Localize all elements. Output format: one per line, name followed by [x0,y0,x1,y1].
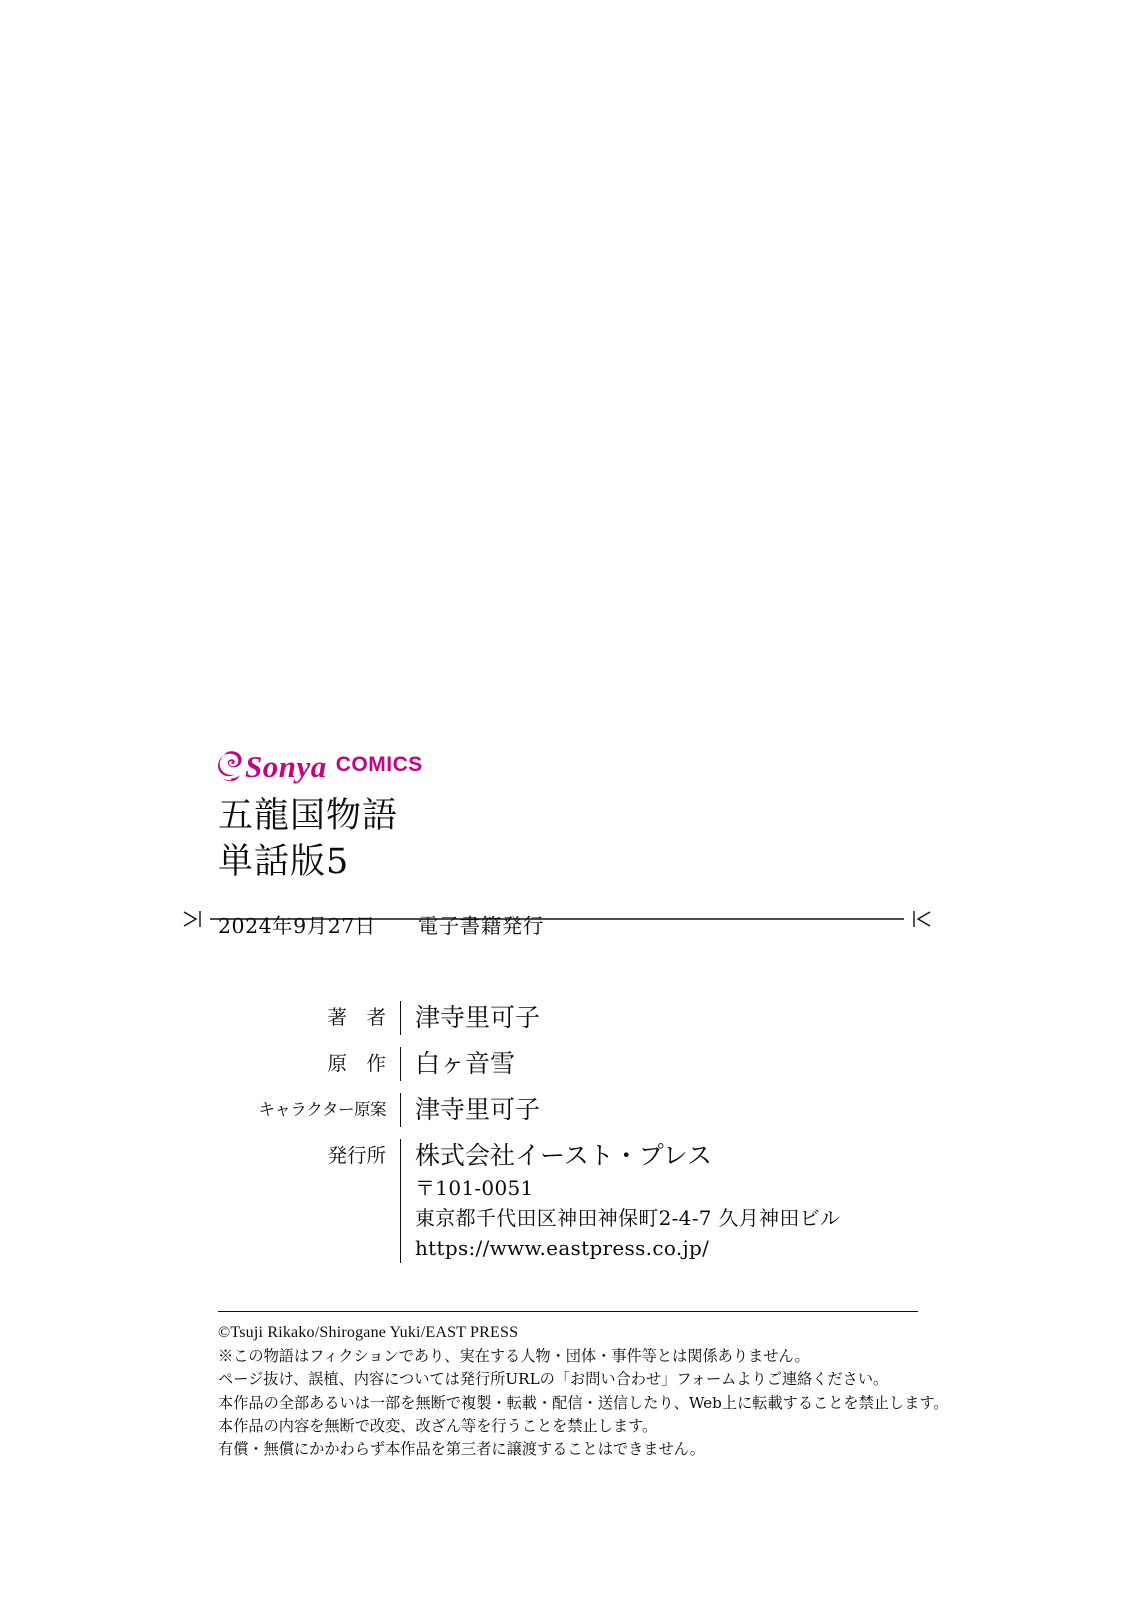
credits-table [218,1001,938,1263]
credit-row-publisher [218,1139,938,1263]
imprint-logo [218,742,938,782]
credit-value-main: 白ヶ音雪 [415,1049,516,1078]
legal-line: 本作品の全部あるいは一部を無断で複製・転載・配信・送信したり、Web上に転載することを禁止します。 [218,1393,949,1412]
credit-row [218,1001,938,1035]
legal-notice [218,1321,958,1461]
credit-value [415,1047,515,1081]
imprint-comics-label: COMICS [335,753,423,776]
legal-divider [218,1311,918,1312]
credit-row [218,1093,938,1127]
publisher-postal-code: 〒101-0051 [415,1176,534,1200]
credit-divider [400,1001,401,1035]
credit-label: 発行所 [327,1144,386,1167]
legal-line: ページ抜け、誤植、内容については発行所URLの「お問い合わせ」フォームよりご連絡ください。 [218,1370,889,1389]
publication-date: 2024年9月27日 電子書籍発行 [218,914,544,938]
credit-value-main: 津寺里可子 [415,1095,541,1124]
imprint-name: Sonya [245,749,327,784]
publisher-url[interactable]: https://www.eastpress.co.jp/ [415,1236,710,1260]
credit-label: キャラクター原案 [258,1100,386,1119]
credit-label: 原 作 [327,1052,386,1075]
legal-line: 有償・無償にかかわらず本作品を第三者に譲渡することはできません。 [218,1439,705,1458]
credit-value [415,1093,540,1127]
credit-divider [400,1047,401,1081]
colophon-block [218,742,938,1275]
credit-value [415,1001,540,1035]
credit-label: 著 者 [327,1006,386,1029]
credit-divider [400,1139,401,1263]
book-title [218,794,938,885]
copyright-line: ©Tsuji Rikako/Shirogane Yuki/EAST PRESS [218,1324,519,1341]
publisher-name: 株式会社イースト・プレス [415,1141,713,1170]
legal-line: 本作品の内容を無断で改変、改ざん等を行うことを禁止します。 [218,1416,658,1435]
credit-row [218,1047,938,1081]
publisher-address: 東京都千代田区神田神保町2-4-7 久月神田ビル [415,1206,841,1230]
legal-line: ※この物語はフィクションであり、実在する人物・団体・事件等とは関係ありません。 [218,1347,810,1366]
ornamental-divider [176,910,938,928]
rose-icon [218,750,244,782]
credit-value-main: 津寺里可子 [415,1003,541,1032]
book-title-line-1: 五龍国物語 [218,796,399,836]
credit-value [415,1139,840,1263]
book-title-line-2: 単話版5 [218,841,350,882]
credit-divider [400,1093,401,1127]
